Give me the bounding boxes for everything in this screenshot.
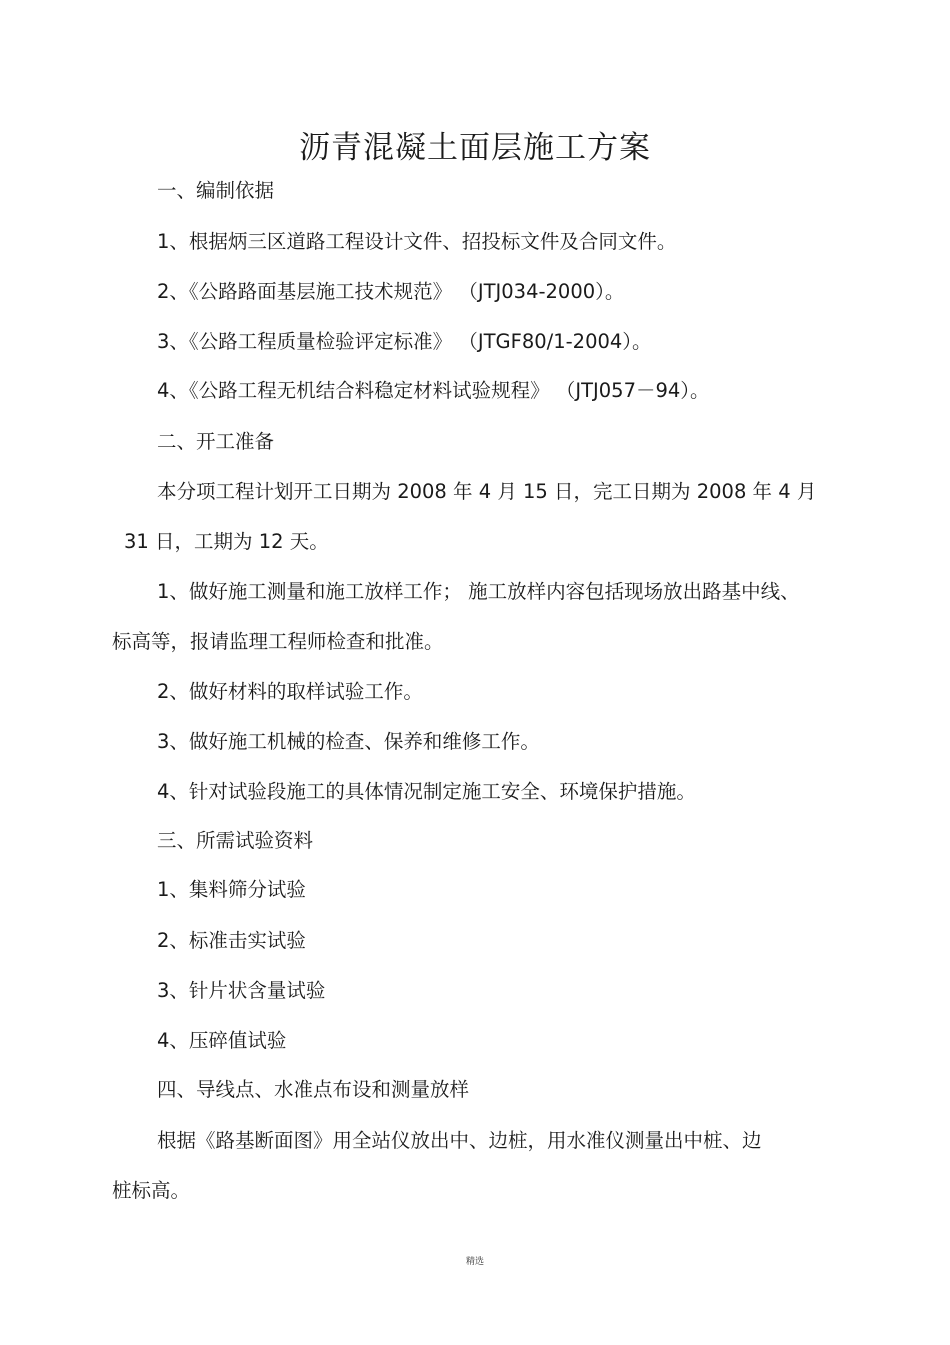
paragraph-prep-2: 2、做好材料的取样试验工作。 (157, 680, 423, 703)
section-heading-preparation: 二、开工准备 (157, 430, 275, 453)
paragraph-test-4: 4、压碎值试验 (157, 1029, 287, 1052)
paragraph-test-1: 1、集料筛分试验 (157, 878, 306, 901)
paragraph-prep-1-line2: 标高等，报请监理工程师检查和批准。 (112, 630, 444, 653)
paragraph-prep-4: 4、针对试验段施工的具体情况制定施工安全、环境保护措施。 (157, 780, 696, 803)
paragraph-test-2: 2、标准击实试验 (157, 929, 306, 952)
section-heading-tests: 三、所需试验资料 (157, 829, 314, 852)
paragraph-basis-3: 3、《公路工程质量检验评定标准》 （JTGF80/1-2004）。 (157, 330, 652, 353)
paragraph-basis-1: 1、根据炳三区道路工程设计文件、招投标文件及合同文件。 (157, 230, 677, 253)
paragraph-survey-line1: 根据《路基断面图》用全站仪放出中、边桩，用水准仪测量出中桩、边 (157, 1129, 762, 1152)
paragraph-prep-1-line1: 1、做好施工测量和施工放样工作； 施工放样内容包括现场放出路基中线、 (157, 580, 800, 603)
paragraph-basis-2: 2、《公路路面基层施工技术规范》 （JTJ034-2000）。 (157, 280, 625, 303)
paragraph-survey-line2: 桩标高。 (112, 1179, 191, 1202)
section-heading-basis: 一、编制依据 (157, 179, 275, 202)
paragraph-basis-4: 4、《公路工程无机结合料稳定材料试验规程》 （JTJ057－94）。 (157, 379, 710, 402)
page-footer: 精选 (465, 1257, 484, 1267)
paragraph-schedule-line1: 本分项工程计划开工日期为 2008 年 4 月 15 日，完工日期为 2008 年 4 月 (157, 480, 817, 503)
section-heading-survey: 四、导线点、水准点布设和测量放样 (157, 1078, 470, 1101)
paragraph-prep-3: 3、做好施工机械的检查、保养和维修工作。 (157, 730, 540, 753)
document-title: 沥青混凝土面层施工方案 (299, 130, 651, 166)
paragraph-test-3: 3、针片状含量试验 (157, 979, 326, 1002)
paragraph-schedule-line2: 31 日，工期为 12 天。 (124, 530, 329, 553)
